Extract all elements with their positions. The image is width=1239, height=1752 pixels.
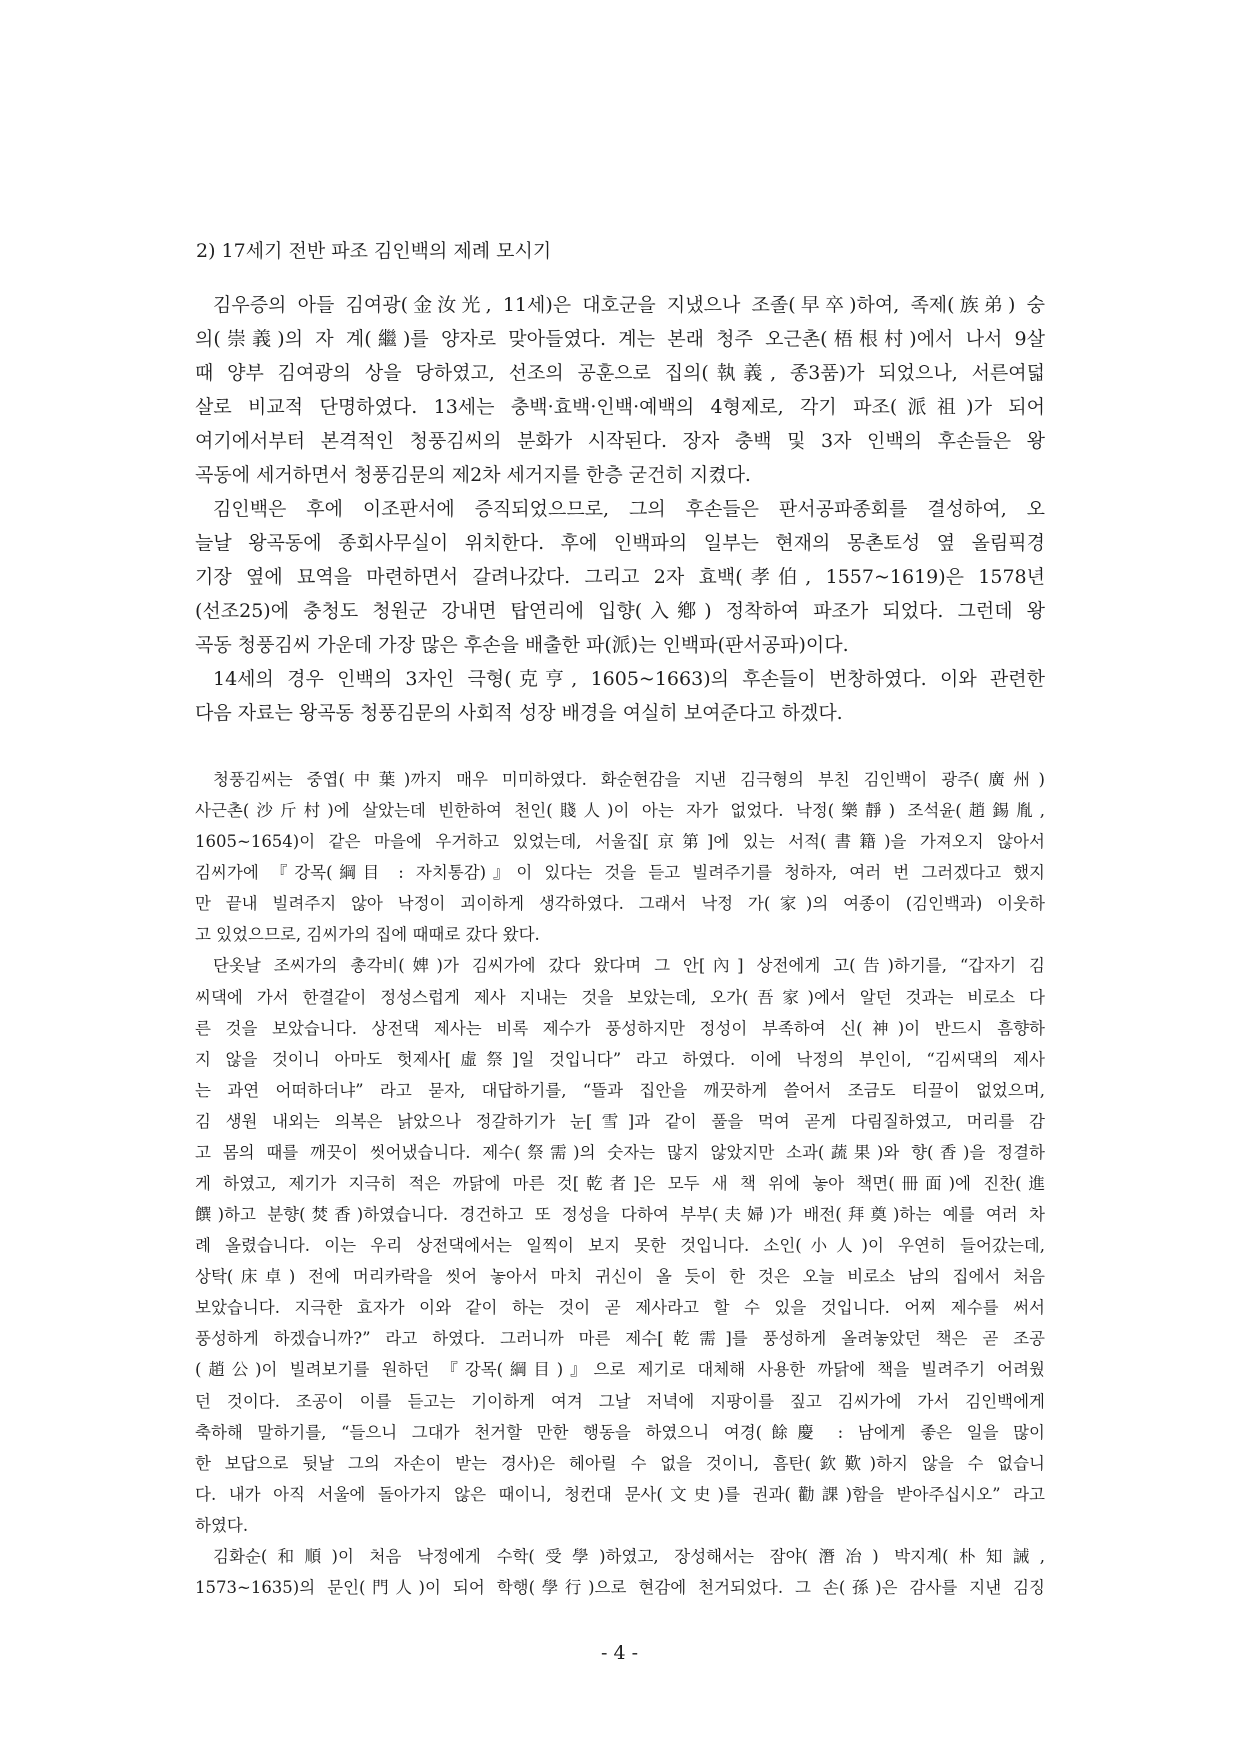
quote-line: 풍성하게 하겠습니까?” 라고 하였다. 그러니까 마른 제수[乾需]를 풍성하게 올려놓았던 책은 곧 조공 bbox=[195, 1329, 1045, 1349]
quote-line: 단옷날 조씨가의 총각비(婢)가 김씨가에 갔다 왔다며 그 안[內] 상전에게 고(告)하기를, “갑자기 김 bbox=[213, 956, 1045, 976]
quote-line: 한 보답으로 뒷날 그의 자손이 받는 경사)은 헤아릴 수 없을 것이니, 흠탄(欽歎)하지 않을 수 없습니 bbox=[195, 1453, 1045, 1473]
quote-line: 김 생원 내외는 의복은 낡았으나 정갈하기가 눈[雪]과 같이 풀을 먹여 곧게 다림질하였고, 머리를 감 bbox=[195, 1111, 1045, 1131]
page-number: - 4 - bbox=[600, 1642, 638, 1664]
quote-line: 김화순(和順)이 처음 낙정에게 수학(受學)하였고, 장성해서는 잠야(潛冶) 박지계(朴知誡, bbox=[213, 1546, 1045, 1566]
body-line: 여기에서부터 본격적인 청풍김씨의 분화가 시작된다. 장자 충백 및 3자 인백의 후손들은 왕 bbox=[195, 430, 1045, 452]
body-line: 살로 비교적 단명하였다. 13세는 충백·효백·인백·예백의 4형제로, 각기 파조(派祖)가 되어 bbox=[195, 396, 1045, 418]
body-paragraph bbox=[195, 288, 1045, 492]
body-paragraph bbox=[195, 492, 1045, 662]
quote-paragraph bbox=[195, 764, 1045, 950]
body-line: 다음 자료는 왕곡동 청풍김문의 사회적 성장 배경을 여실히 보여준다고 하겠다. bbox=[195, 702, 843, 724]
quote-line: 1573~1635)의 문인(門人)이 되어 학행(學行)으로 현감에 천거되었다. 그 손(孫)은 감사를 지낸 김징 bbox=[195, 1578, 1045, 1598]
section-heading: 2) 17세기 전반 파조 김인백의 제례 모시기 bbox=[196, 240, 552, 262]
quote-line: 례 올렸습니다. 이는 우리 상전댁에서는 일찍이 보지 못한 것입니다. 소인(小人)이 우연히 들어갔는데, bbox=[195, 1236, 1045, 1256]
quote-paragraph bbox=[195, 1541, 1045, 1603]
quote-line: 김씨가에 『강목(綱目 : 자치통감)』이 있다는 것을 듣고 빌려주기를 청하자, 여러 번 그러겠다고 했지 bbox=[195, 863, 1045, 883]
body-line: (선조25)에 충청도 청원군 강내면 탑연리에 입향(入鄕) 정착하여 파조가 되었다. 그런데 왕 bbox=[195, 600, 1045, 622]
body-line: 김우증의 아들 김여광(金汝光, 11세)은 대호군을 지냈으나 조졸(早卒)하여, 족제(族弟) 숭 bbox=[213, 294, 1045, 316]
quote-line: 게 하였고, 제기가 지극히 적은 까닭에 마른 것[乾者]은 모두 새 책 위에 놓아 책면(冊面)에 진찬(進 bbox=[195, 1174, 1045, 1194]
body-line: 때 양부 김여광의 상을 당하였고, 선조의 공훈으로 집의(執義, 종3품)가 되었으나, 서른여덟 bbox=[195, 362, 1045, 384]
quote-line: 다. 내가 아직 서울에 돌아가지 않은 때이니, 청컨대 문사(文史)를 권과(勸課)함을 받아주십시오” 라고 bbox=[195, 1484, 1045, 1504]
quote-line: 사근촌(沙斤村)에 살았는데 빈한하여 천인(賤人)이 아는 자가 없었다. 낙정(樂靜) 조석윤(趙錫胤, bbox=[195, 801, 1045, 821]
quote-line: 하였다. bbox=[195, 1515, 249, 1535]
quote-line: 고 몸의 때를 깨끗이 씻어냈습니다. 제수(祭需)의 숫자는 많지 않았지만 소과(蔬果)와 향(香)을 정결하 bbox=[195, 1142, 1045, 1162]
quote-line: 고 있었으므로, 김씨가의 집에 때때로 갔다 왔다. bbox=[195, 925, 540, 945]
quote-paragraph bbox=[195, 950, 1045, 1540]
body-line: 곡동 청풍김씨 가운데 가장 많은 후손을 배출한 파(派)는 인백파(판서공파)이다. bbox=[195, 634, 849, 656]
quote-line: 축하해 말하기를, “들으니 그대가 천거할 만한 행동을 하였으니 여경(餘慶 : 남에게 좋은 일을 많이 bbox=[195, 1422, 1045, 1442]
body-paragraph bbox=[195, 662, 1045, 730]
quote-line: 보았습니다. 지극한 효자가 이와 같이 하는 것이 곧 제사라고 할 수 있을 것입니다. 어찌 제수를 써서 bbox=[195, 1298, 1045, 1318]
body-line: 김인백은 후에 이조판서에 증직되었으므로, 그의 후손들은 판서공파종회를 결성하여, 오 bbox=[213, 498, 1045, 520]
quote-line: 만 끝내 빌려주지 않아 낙정이 괴이하게 생각하였다. 그래서 낙정 가(家)의 여종이 (김인백과) 이웃하 bbox=[195, 894, 1045, 914]
quote-line: 상탁(床卓) 전에 머리카락을 씻어 놓아서 마치 귀신이 올 듯이 한 것은 오늘 비로소 남의 집에서 처음 bbox=[195, 1267, 1045, 1287]
quote-line: (趙公)이 빌려보기를 원하던 『강목(綱目)』으로 제기로 대체해 사용한 까닭에 책을 빌려주기 어려웠 bbox=[195, 1360, 1045, 1380]
body-line: 늘날 왕곡동에 종회사무실이 위치한다. 후에 인백파의 일부는 현재의 몽촌토성 옆 올림픽경 bbox=[195, 532, 1045, 554]
body-line: 곡동에 세거하면서 청풍김문의 제2차 세거지를 한층 굳건히 지켰다. bbox=[195, 464, 751, 486]
body-line: 14세의 경우 인백의 3자인 극형(克亨, 1605~1663)의 후손들이 번창하였다. 이와 관련한 bbox=[213, 668, 1045, 690]
body-line: 의(崇義)의 자 계(繼)를 양자로 맞아들였다. 계는 본래 청주 오근촌(梧根村)에서 나서 9살 bbox=[195, 328, 1045, 350]
quote-line: 1605~1654)이 같은 마을에 우거하고 있었는데, 서울집[京第]에 있는 서적(書籍)을 가져오지 않아서 bbox=[195, 832, 1045, 852]
quote-line: 씨댁에 가서 한결같이 정성스럽게 제사 지내는 것을 보았는데, 오가(吾家)에서 알던 것과는 비로소 다 bbox=[195, 987, 1045, 1007]
quote-line: 청풍김씨는 중엽(中葉)까지 매우 미미하였다. 화순현감을 지낸 김극형의 부친 김인백이 광주(廣州) bbox=[213, 770, 1045, 789]
quoted-source-block bbox=[195, 764, 1045, 1603]
quote-line: 던 것이다. 조공이 이를 듣고는 기이하게 여겨 그날 저녁에 지팡이를 짚고 김씨가에 가서 김인백에게 bbox=[195, 1391, 1045, 1411]
quote-line: 饌)하고 분향(焚香)하였습니다. 경건하고 또 정성을 다하여 부부(夫婦)가 배전(拜奠)하는 예를 여러 차 bbox=[195, 1205, 1045, 1225]
quote-line: 지 않을 것이니 아마도 헛제사[虛祭]일 것입니다” 라고 하였다. 이에 낙정의 부인이, “김씨댁의 제사 bbox=[195, 1049, 1045, 1069]
quote-line: 른 것을 보았습니다. 상전댁 제사는 비록 제수가 풍성하지만 정성이 부족하여 신(神)이 반드시 흠향하 bbox=[195, 1018, 1045, 1038]
quote-line: 는 과연 어떠하더냐” 라고 묻자, 대답하기를, “뜰과 집안을 깨끗하게 쓸어서 조금도 티끌이 없었으며, bbox=[195, 1080, 1045, 1100]
body-line: 기장 옆에 묘역을 마련하면서 갈려나갔다. 그리고 2자 효백(孝伯, 1557~1619)은 1578년 bbox=[195, 566, 1045, 588]
body-text bbox=[195, 288, 1045, 730]
